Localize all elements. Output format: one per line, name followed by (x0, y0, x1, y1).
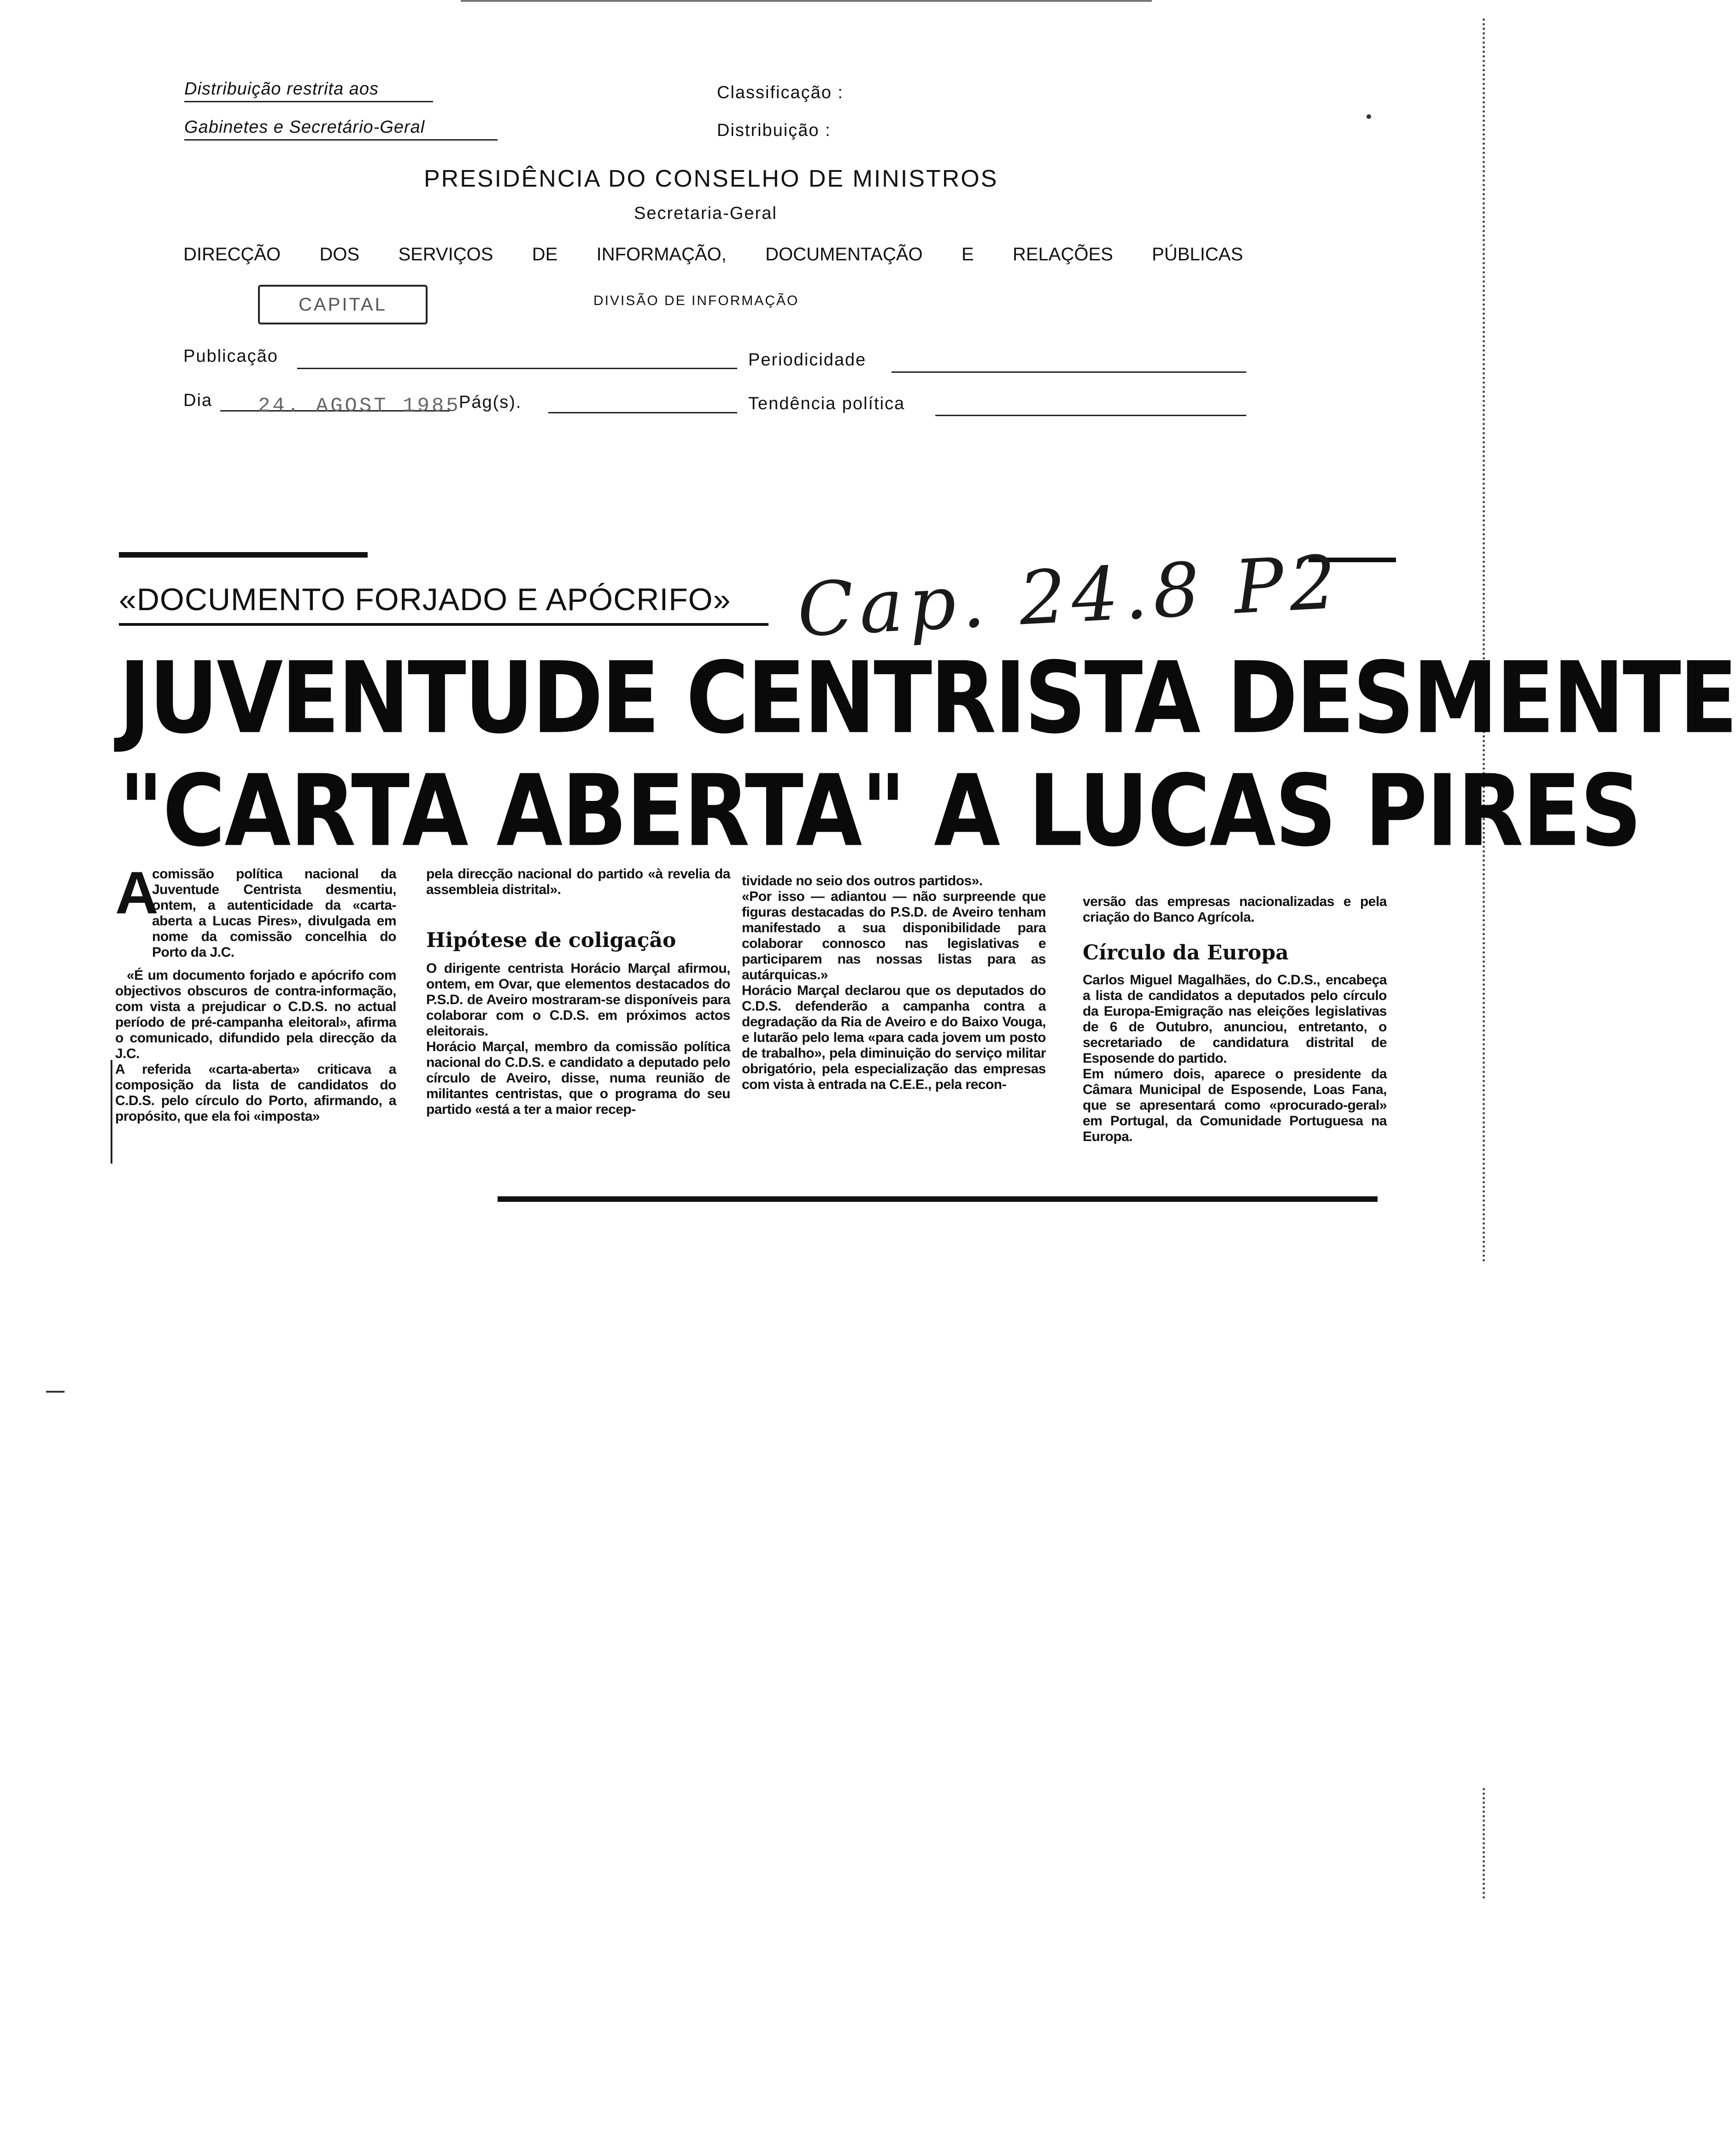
column-3-body: tividade no seio dos outros partidos». «Por isso — adiantou — não surpreende que figuras destacadas do P.S.D. de Aveiro tenham manifestado a sua disponibilidade para colaborar connosco nas legislativas e participarem nas nossas listas para as autárquicas.» Horácio Marçal declarou que os deputados do C.D.S. defenderão a campanha contra a degradação da Ria de Aveiro e do Baixo Vouga, e lutarão pelo lema «para cada jovem um posto de trabalho», pela diminuição do serviço militar obrigatório, pela especialização das empresas com vista à entrada na C.E.E., pela recon- (742, 873, 1046, 1092)
kicker-rule (119, 623, 768, 626)
scan-dot (1367, 114, 1371, 119)
headline-line2: "CARTA ABERTA" A LUCAS PIRES (119, 753, 1641, 869)
day-label: Dia (183, 391, 213, 410)
article-kicker: «DOCUMENTO FORJADO E APÓCRIFO» (119, 582, 731, 617)
column-2-body: O dirigente centrista Horácio Marçal afirmou, ontem, em Ovar, que elementos destacados do P.S.D. de Aveiro mostraram-se disponíveis para colaborar com o C.D.S. em próximos actos eleitorais. Horácio Marçal, membro da comissão política nacional do C.D.S. e candidato a deputado pelo círculo de Aveiro, disse, numa reunião de militantes centristas, que o programa do seu partido «está a ter a maior recep- (426, 961, 730, 1117)
publication-label: Publicação (183, 347, 278, 366)
headline-line1: JUVENTUDE CENTRISTA DESMENTE (119, 640, 1736, 756)
clipping-top-rule (119, 552, 368, 558)
pages-field (548, 412, 737, 413)
drop-cap: A (115, 859, 158, 926)
column-4-subhead: Círculo da Europa (1083, 941, 1289, 965)
day-stamp-value: 24. AGOST 1985 (258, 394, 461, 418)
distribution-restriction-line2: Gabinetes e Secretário-Geral (184, 118, 498, 141)
political-tendency-label: Tendência política (748, 394, 905, 413)
column-1-body: «É um documento forjado e apócrifo com objectivos obscuros de contra-informação, com vista a prejudicar o C.D.S. no actual período de pré-campanha eleitoral», afirma o comunicado, difundido pela direcção da J.C. A referida «carta-aberta» criticava a composição da lista de candidatos do C.D.S. pelo círculo do Porto, afirmando, a propósito, que ela foi «imposta» (115, 968, 396, 1124)
scan-left-mark (46, 1391, 65, 1393)
classification-label: Classificação : (717, 83, 844, 102)
periodicity-label: Periodicidade (748, 350, 867, 370)
scan-top-rule (461, 0, 1152, 2)
capital-stamp (258, 285, 428, 324)
handwritten-note: Cap. 24.8 P2 (795, 539, 1344, 653)
distribution-restriction-line1: Distribuição restrita aos (184, 79, 433, 102)
column-1-side-rule (111, 1060, 112, 1164)
division-title: DIVISÃO DE INFORMAÇÃO (593, 293, 799, 308)
publication-field (297, 368, 737, 369)
column-1-intro: comissão política nacional da Juventude Centrista desmentiu, ontem, a autenticidade da «carta-aberta a Lucas Pires», divulgada em nome da comissão concelhia do Porto da J.C. (152, 866, 396, 960)
column-4-body: Carlos Miguel Magalhães, do C.D.S., encabeça a lista de candidatos a deputados pelo círculo da Europa-Emigração nas eleições legislativas de 6 de Outubro, anunciou, entretanto, o secretariado de candidatura distrital de Esposende do partido. Em número dois, aparece o presidente da Câmara Municipal de Esposende, Loas Fana, que se apresentará como «procurado-geral» em Portugal, da Comunidade Portuguesa na Europa. (1083, 972, 1387, 1144)
pages-label: Pág(s). (459, 393, 522, 412)
scan-right-border-lower (1483, 1788, 1485, 1899)
clipping-bottom-rule (498, 1196, 1378, 1202)
periodicity-field (891, 371, 1246, 373)
column-2-top: pela direcção nacional do partido «à revelia da assembleia distrital». (426, 866, 730, 897)
political-tendency-field (935, 415, 1246, 416)
ministry-title: PRESIDÊNCIA DO CONSELHO DE MINISTROS (424, 165, 998, 192)
column-2-subhead: Hipótese de coligação (426, 929, 676, 952)
directorate-title: DIRECÇÃO DOS SERVIÇOS DE INFORMAÇÃO, DOCUMENTAÇÃO E RELAÇÕES PÚBLICAS (183, 244, 1243, 265)
stamp-text: CAPITAL (299, 294, 387, 315)
column-4-top: versão das empresas nacionalizadas e pela criação do Banco Agrícola. (1083, 894, 1387, 925)
distribution-label: Distribuição : (717, 121, 831, 140)
secretariat-title: Secretaria-Geral (634, 204, 777, 223)
